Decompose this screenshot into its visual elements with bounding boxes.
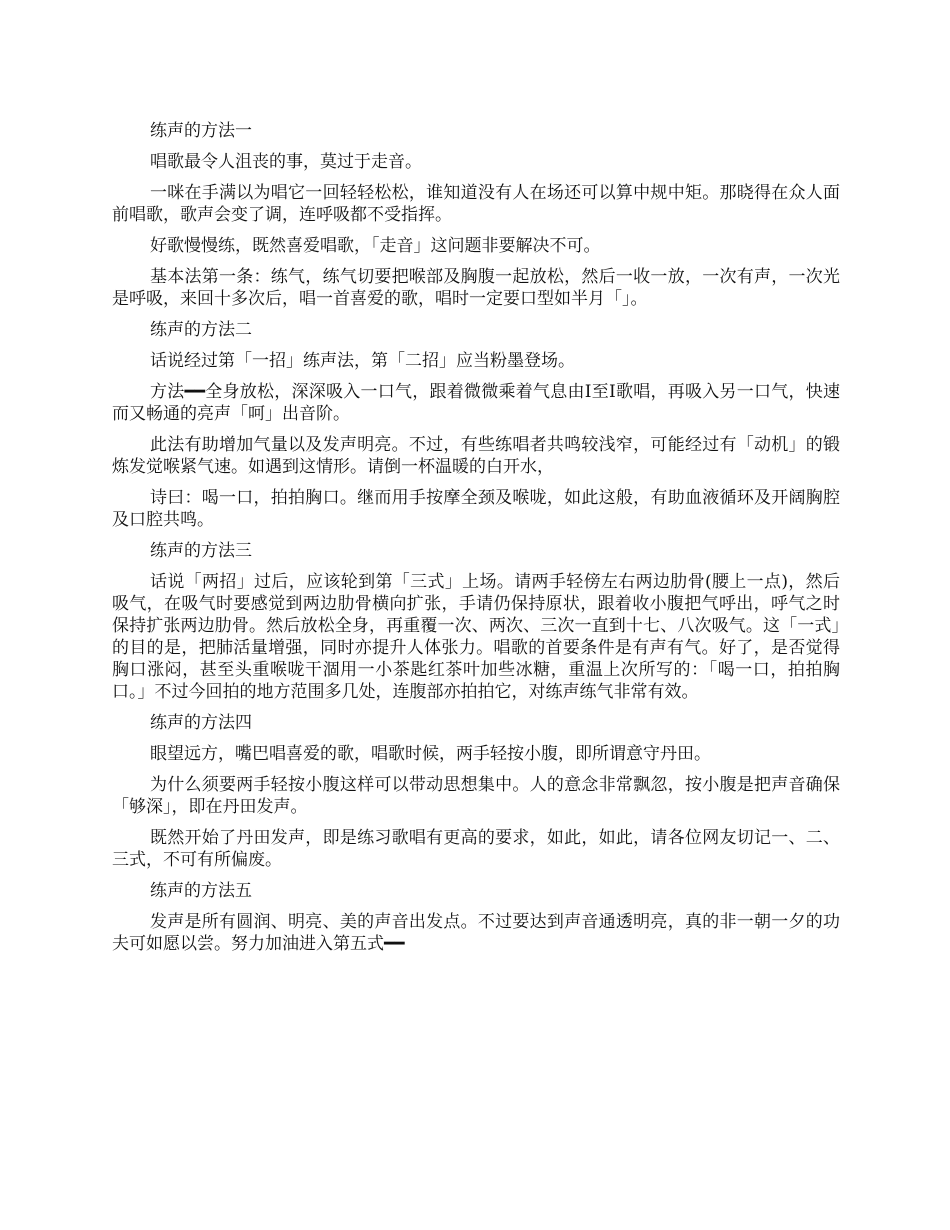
paragraph: 眼望远方，嘴巴唱喜爱的歌，唱歌时候，两手轻按小腹，即所谓意守丹田。 [150,744,711,764]
paragraph: 发声是所有圆润、明亮、美的声音出发点。不过要达到声音通透明亮，真的非一朝一夕的功夫可如愿以尝。努力加油进入第五式━━ [112,912,840,954]
paragraph: 好歌慢慢练，既然喜爱唱歌，「走音」这问题非要解决不可。 [150,236,601,256]
paragraph: 一咪在手满以为唱它一回轻轻松松，谁知道没有人在场还可以算中规中矩。那晓得在众人面前唱歌，歌声会变了调，连呼吸都不受指挥。 [112,183,840,225]
paragraph: 既然开始了丹田发声，即是练习歌唱有更高的要求，如此，如此，请各位网友切记一、二、三式，不可有所偏废。 [112,828,840,870]
heading-method-3: 练声的方法三 [150,541,252,561]
paragraph: 话说经过第「一招」练声法，第「二招」应当粉墨登场。 [150,351,575,371]
paragraph: 方法━━全身放松，深深吸入一口气，跟着微微乘着气息由Ⅰ至Ⅰ歌唱，再吸入另一口气，快速而又畅通的亮声「呵」出音阶。 [112,382,840,424]
paragraph: 唱歌最令人沮丧的事，莫过于走音。 [150,152,422,172]
document-body [112,120,840,964]
heading-method-5: 练声的方法五 [150,881,252,901]
paragraph: 诗曰：喝一口，拍拍胸口。继而用手按摩全颈及喉咙，如此这般，有助血液循环及开阔胸腔及口腔共鸣。 [112,488,840,530]
paragraph: 基本法第一条：练气，练气切要把喉部及胸腹一起放松，然后一收一放，一次有声，一次光是呼吸，来回十多次后，唱一首喜爱的歌，唱时一定要口型如半月「」。 [112,267,840,309]
heading-method-4: 练声的方法四 [150,713,252,733]
paragraph: 此法有助增加气量以及发声明亮。不过，有些练唱者共鸣较浅窄，可能经过有「动机」的锻炼发觉喉紧气速。如遇到这情形。请倒一杯温暖的白开水， [112,435,840,477]
paragraph: 为什么须要两手轻按小腹这样可以带动思想集中。人的意念非常飘忽，按小腹是把声音确保「够深」，即在丹田发声。 [112,775,840,817]
paragraph: 话说「两招」过后，应该轮到第「三式」上场。请两手轻傍左右两边肋骨(腰上一点)，然后吸气，在吸气时要感觉到两边肋骨横向扩张，手请仍保持原状，跟着收小腹把气呼出，呼气之时保持扩张两边肋骨。然后放松全身，再重覆一次、两次、三次一直到十七、八次吸气。这「一式」的目的是，把肺活量增强，同时亦提升人体张力。唱歌的首要条件是有声有气。好了，是否觉得胸口涨闷，甚至头重喉咙干涸用一小茶匙红茶叶加些冰糖，重温上次所写的：「喝一口，拍拍胸口。」不过今回拍的地方范围多几处，连腹部亦拍拍它，对练声练气非常有效。 [112,572,840,702]
heading-method-1: 练声的方法一 [150,121,252,141]
heading-method-2: 练声的方法二 [150,320,252,340]
